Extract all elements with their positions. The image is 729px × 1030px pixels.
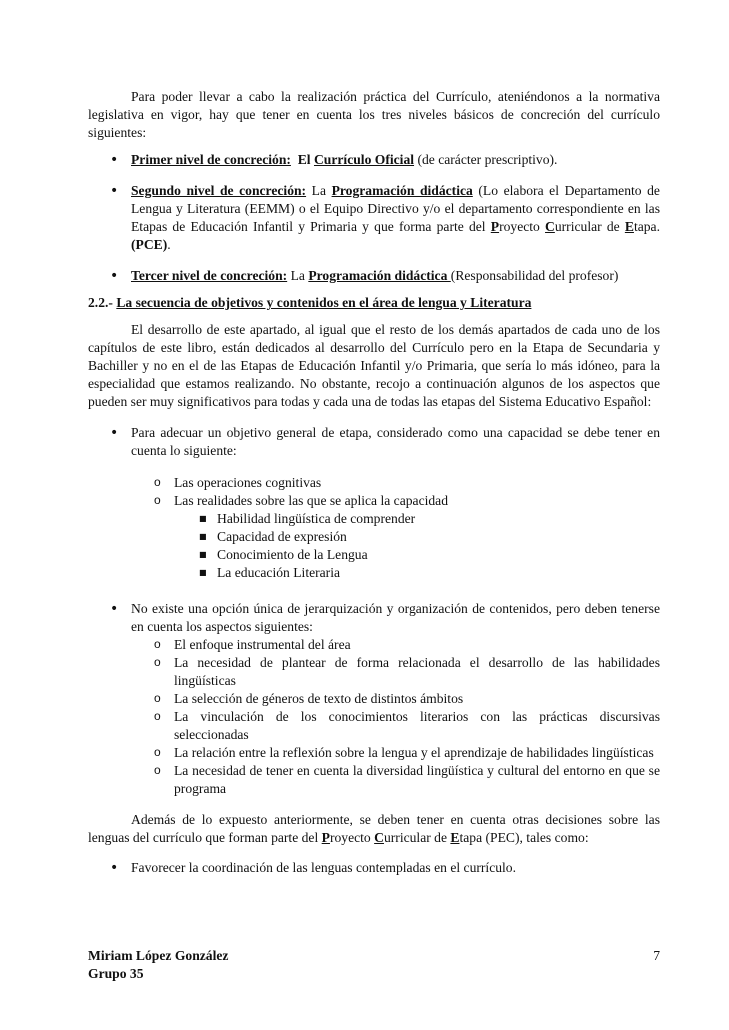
section-heading xyxy=(88,294,660,312)
contents-sublist xyxy=(131,636,660,798)
sub-item: o La necesidad de plantear de forma relacionada el desarrollo de las habilidades lingüísticas xyxy=(88,654,660,690)
level-2-pce: (PCE) xyxy=(131,237,168,252)
level-2-c-rest: urricular de xyxy=(554,219,625,234)
level-2-p-rest: royecto xyxy=(499,219,546,234)
pec-c: C xyxy=(374,830,384,845)
level-2-term: Programación didáctica xyxy=(331,183,473,198)
level-1-term: Currículo Oficial xyxy=(313,152,415,167)
sub-item: o El enfoque instrumental del área xyxy=(88,636,660,654)
sub-item: o La vinculación de los conocimientos literarios con las prácticas discursivas seleccionadas xyxy=(88,708,660,744)
intro-paragraph: Para poder llevar a cabo la realización práctica del Currículo, ateniéndonos a la normativa legislativa en vigor, hay que tener en cuenta los tres niveles básicos de concreción del currículo siguientes: xyxy=(88,89,660,140)
page-number: 7 xyxy=(653,948,660,963)
level-2-article: La xyxy=(311,183,326,198)
development-paragraph: El desarrollo de este apartado, al igual que el resto de los demás apartados de cada uno de los capítulos de este libro, están dedicados al desarrollo del Currículo pero en la Etapa de Secundaria y Bachiller y no en el de las Etapas de Educación Infantil y/o Primaria, que sería lo más idóneo, para la especialidad que estamos realizando. No obstante, recojo a continuación algunos de los aspectos que pueden ser muy significativos para todas y cada una de todas las etapas del Sistema Educativo Español: xyxy=(88,322,660,409)
pec-e-rest: tapa (PEC), tales como: xyxy=(459,830,589,845)
bullet-contents-text: No existe una opción única de jerarquización y organización de contenidos, pero deben tenerse en cuenta los aspectos siguientes: xyxy=(131,601,660,634)
bullet-contents xyxy=(88,600,660,798)
level-1-article: El xyxy=(297,152,311,167)
level-3-item xyxy=(88,267,660,285)
bullet-objective-text: Para adecuar un objetivo general de etapa, considerado como una capacidad se debe tener en cuenta lo siguiente: xyxy=(131,425,660,458)
level-1-item xyxy=(88,151,660,169)
page-footer xyxy=(88,947,660,983)
level-3-article: La xyxy=(290,268,305,283)
level-2-e: E xyxy=(624,219,634,234)
section-number: 2.2.- xyxy=(88,295,113,310)
level-1-label: Primer nivel de concreción: xyxy=(131,152,291,167)
capacity-sublist xyxy=(174,510,660,582)
bullet-coordination: • Favorecer la coordinación de las lenguas contempladas en el currículo. xyxy=(88,859,660,877)
levels-list xyxy=(88,151,660,285)
sub-item: o La necesidad de tener en cuenta la diversidad lingüística y cultural del entorno en que se programa xyxy=(88,762,660,798)
subsub-item: ■ Conocimiento de la Lengua xyxy=(88,546,660,564)
sub-item: o Las operaciones cognitivas xyxy=(88,474,660,492)
pec-paragraph-start: Además de lo expuesto anteriormente, se deben tener en cuenta otras decisiones sobre las lenguas del currículo que forman parte del xyxy=(88,812,660,845)
level-2-label: Segundo nivel de concreción: xyxy=(131,183,307,198)
pec-p: P xyxy=(321,830,330,845)
level-3-term: Programación didáctica xyxy=(308,268,451,283)
subsub-item: ■ Habilidad lingüística de comprender xyxy=(88,510,660,528)
pec-p-rest: royecto xyxy=(329,830,375,845)
level-3-label: Tercer nivel de concreción: xyxy=(131,268,288,283)
sub-item: o La selección de géneros de texto de distintos ámbitos xyxy=(88,690,660,708)
level-1-rest: (de carácter prescriptivo). xyxy=(414,152,558,167)
level-2-e-rest: tapa. xyxy=(633,219,660,234)
bullet-list-2 xyxy=(88,859,660,877)
footer-author: Miriam López González xyxy=(88,948,229,963)
level-2-item xyxy=(88,182,660,254)
level-3-rest: (Responsabilidad del profesor) xyxy=(450,268,619,283)
sub-item xyxy=(88,492,660,582)
bullet-objective xyxy=(88,424,660,582)
objective-sublist xyxy=(131,474,660,582)
sub-item-text: Las realidades sobre las que se aplica la capacidad xyxy=(174,493,449,508)
subsub-item: ■ Capacidad de expresión xyxy=(88,528,660,546)
sub-item: o La relación entre la reflexión sobre la lengua y el aprendizaje de habilidades lingüísticas xyxy=(88,744,660,762)
section-title: La secuencia de objetivos y contenidos en el área de lengua y Literatura xyxy=(116,295,532,310)
pec-c-rest: urricular de xyxy=(383,830,451,845)
level-2-rest: (Lo elabora el Departamento de Lengua y Literatura (EEMM) o el Equipo Directivo y/o el departamento correspondiente en las Etapas de Educación Infantil y Primaria y que forma parte del xyxy=(131,183,660,234)
document-body xyxy=(88,88,660,877)
bullet-list-1 xyxy=(88,424,660,798)
level-2-p: P xyxy=(490,219,500,234)
pec-paragraph xyxy=(88,811,660,847)
level-2-c: C xyxy=(545,219,555,234)
subsub-item: ■ La educación Literaria xyxy=(88,564,660,582)
pec-e: E xyxy=(450,830,460,845)
level-2-end: . xyxy=(167,237,171,252)
footer-group: Grupo 35 xyxy=(88,966,144,981)
